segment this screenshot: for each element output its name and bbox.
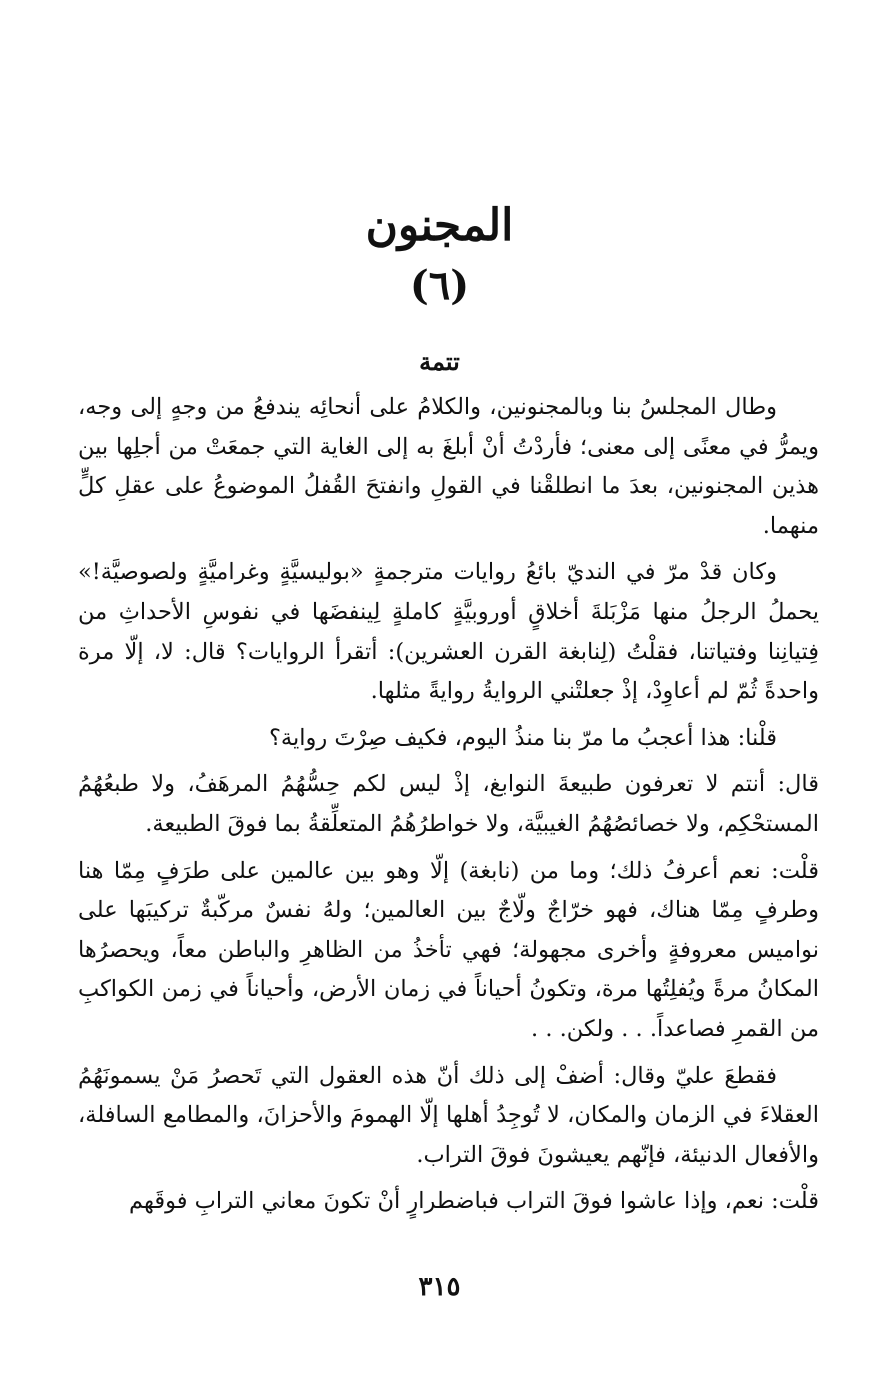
paragraph: وطال المجلسُ بنا وبالمجنونين، والكلامُ على أنحائِه يندفعُ من وجهٍ إلى وجه، ويمرُّ في معنًى إلى معنى؛ فأردْتُ أنْ أبلغَ به إلى الغاية التي جمعَتْ من أجلِها بين هذين المجنونين، بعدَ ما انطلقْنا في القولِ وانفتحَ القُفلُ الموضوعُ على عقلِ كلٍّ منهما. xyxy=(78,394,819,539)
body-text xyxy=(78,388,819,1229)
chapter-number: (٦) xyxy=(409,262,470,309)
paragraph: قال: أنتم لا تعرفون طبيعةَ النوابغ، إذْ ليس لكم حِسُّهُمُ المرهَفُ، ولا طبعُهُمُ المستحْكِم، ولا خصائصُهُمُ الغيبيَّة، ولا خواطرُهُمُ المتعلِّقةُ بما فوقَ الطبيعة. xyxy=(78,771,819,837)
paragraph: قلْت: نعم، وإذا عاشوا فوقَ التراب فباضطرارٍ أنْ تكونَ معاني الترابِ فوقَهم xyxy=(129,1188,819,1215)
paragraph: فقطعَ عليّ وقال: أضفْ إلى ذلك أنّ هذه العقول التي تَحصرُ مَنْ يسمونَهُمُ العقلاءَ في الزمان والمكان، لا تُوجِدُ أهلها إلّا الهمومَ والأحزانَ، والمطامع السافلة، والأفعال الدنيئة، فإنّهم يعيشونَ فوقَ التراب. xyxy=(78,1062,819,1168)
paragraph: قلْنا: هذا أعجبُ ما مرّ بنا منذُ اليوم، فكيف صِرْتَ رواية؟ xyxy=(268,724,777,751)
paragraph: قلْت: نعم أعرفُ ذلك؛ وما من (نابغة) إلّا وهو بين عالمين على طرَفٍ مِمّا هنا وطرفٍ مِمّا هناك، فهو خرّاجٌ ولّاجٌ بين العالمين؛ ولهُ نفسٌ مركّبةٌ تركيبَها على نواميس معروفةٍ وأخرى مجهولة؛ فهي تأخذُ من الظاهرِ والباطن معاً، ويحصرُها المكانُ مرةً ويُفلِتُها مرة، وتكونُ أحياناً في زمان الأرض، وأحياناً في زمن الكواكبِ من القمرِ فصاعداً. . . ولكن. . . xyxy=(78,857,819,1042)
section-subtitle: تتمة xyxy=(419,347,460,376)
paragraph: وكان قدْ مرّ في النديّ بائعُ روايات مترجمةٍ «بوليسيَّةٍ وغراميَّةٍ ولصوصيَّة!» يحملُ الرجلُ منها مَزْبَلةَ أخلاقٍ أوروبيَّةٍ كاملةٍ لِينفضَها في نفوسِ الأحداثِ من فِتيانِنا وفتياتنا، فقلْتُ (لِنابغة القرن العشرين): أتقرأ الروايات؟ قال: لا، إلّا مرة واحدةً ثُمّ لم أعاوِدْ، إذْ جعلتْني الروايةُ روايةً مثلها. xyxy=(78,559,819,705)
chapter-title: المجنون xyxy=(365,200,514,251)
page-number: ٣١٥ xyxy=(418,1272,461,1302)
